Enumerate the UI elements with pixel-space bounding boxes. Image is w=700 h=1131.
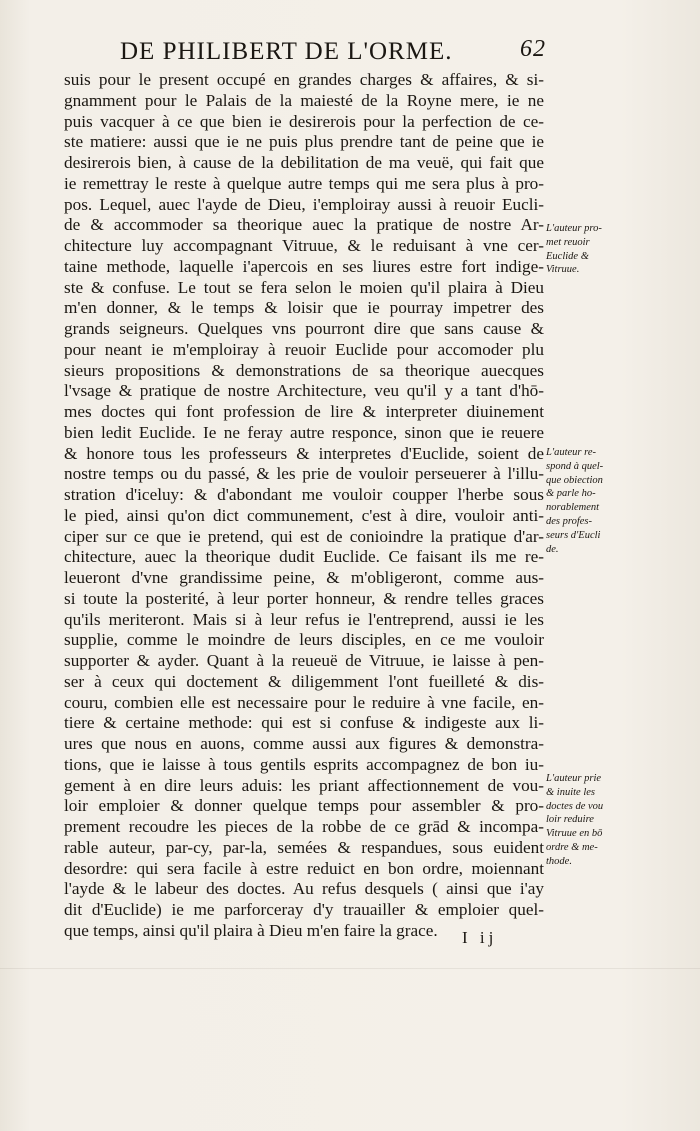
- text-line: prement recoudre les pieces de la robbe de ce grād & incompa-: [64, 817, 544, 836]
- text-line: & honore tous les professeurs & interpretes d'Euclide, soient de: [64, 443, 544, 463]
- text-line: qu'ils meriteront. Mais si à leur refus ie l'entreprend, aussi ie les: [64, 609, 544, 629]
- text-line: ciper sur ce que ie pretend, qui est de conioindre la pratique d'ar-: [64, 526, 544, 546]
- text-line: loir emploier & donner quelque temps pour assembler & pro-: [64, 796, 544, 816]
- text-line: tions, que ie laisse à tous gentils esprits accompagnez de bon iu-: [64, 754, 544, 774]
- text-line: gnamment pour le Palais de la maiesté de la Royne mere, ie ne: [64, 90, 544, 110]
- page-divider: [0, 968, 700, 969]
- marginal-note-line: loir reduire: [546, 814, 594, 826]
- marginal-note-line: des profes-: [546, 515, 592, 527]
- running-header: [120, 38, 550, 70]
- text-line: l'ayde & le labeur des doctes. Au refus desquels ( ainsi que i'ay: [64, 879, 544, 899]
- marginal-note-line: thode.: [546, 855, 572, 867]
- text-line: pos. Lequel, auec l'ayde de Dieu, i'emploiray aussi à reuoir Eucli-: [64, 194, 544, 214]
- marginal-note-line: ordre & me-: [546, 841, 598, 853]
- text-line: chitecture, auec la theorique dudit Euclide. Ce faisant ils me re-: [64, 547, 544, 567]
- text-line: rable auteur, par-cy, par-la, semées & respandues, sous euident: [64, 837, 544, 857]
- text-line: taine methode, laquelle i'apercois en ses liures estre fort indige-: [64, 256, 544, 276]
- marginal-note-line: met reuoir: [546, 236, 590, 248]
- text-line: sieurs propositions & demonstrations de sa theorique auecques: [64, 360, 544, 380]
- text-line: ser à ceux qui doctement & diligemment l'ont fueilleté & dis-: [64, 671, 544, 691]
- marginal-note-line: norablement: [546, 502, 600, 514]
- marginal-note-euclide-vitruve: [546, 222, 628, 277]
- text-line: le pied, ainsi qu'on dict communement, c'est à dire, vouloir anti-: [64, 505, 544, 525]
- text-line: ste matiere: aussi que ie ne puis plus prendre tant de peine que ie: [64, 132, 544, 152]
- main-text-block: [64, 70, 544, 942]
- text-line: couru, combien elle est necessaire pour le reduire à vne facile, en-: [64, 692, 544, 712]
- text-line: suis pour le present occupé en grandes charges & affaires, & si-: [64, 70, 544, 89]
- marginal-note-line: de.: [546, 543, 559, 555]
- marginal-note-line: Vitruue en bō: [546, 828, 603, 840]
- marginal-note-line: Euclide &: [546, 250, 589, 262]
- text-line: nostre temps ou du passé, & les prie de vouloir perseuerer à l'illu-: [64, 464, 544, 484]
- text-line: bien ledit Euclide. Ie ne feray autre responce, sinon que ie reuere: [64, 422, 544, 442]
- running-title: DE PHILIBERT DE L'ORME.: [120, 38, 453, 65]
- text-line: desordre: qui sera facile à estre reduict en bon ordre, moiennant: [64, 858, 544, 878]
- text-line: ste & confuse. Le tout se fera selon le moien qu'il plaira à Dieu: [64, 277, 544, 297]
- text-line: supporter & ayder. Quant à la reueuë de Vitruue, ie laisse à pen-: [64, 651, 544, 670]
- text-line: de & accommoder sa theorique auec la pratique de nostre Ar-: [64, 215, 544, 235]
- marginal-note-line: seurs d'Eucli: [546, 529, 601, 541]
- marginal-note-line: L'auteur prie: [546, 773, 602, 784]
- text-line: ie remettray le reste à quelque autre temps qui me sera plus à pro-: [64, 173, 544, 193]
- marginal-note-line: L'auteur re-: [546, 447, 596, 458]
- text-line: ures que nous en auons, comme aussi aux figures & demonstra-: [64, 734, 544, 753]
- marginal-note-response-objection: [546, 446, 628, 556]
- text-line: l'vsage & pratique de nostre Architecture, veu qu'il y a tant d'hō-: [64, 381, 544, 401]
- text-line: que temps, ainsi qu'il plaira à Dieu m'en faire la grace.: [64, 920, 438, 940]
- marginal-note-line: spond à quel-: [546, 460, 604, 472]
- text-line: puis vacquer à ce que bien ie desirerois pour la perfection de ce-: [64, 111, 544, 131]
- text-line: mes doctes qui font profession de lire & interpreter diuinement: [64, 402, 544, 421]
- marginal-note-line: Vitruue.: [546, 264, 580, 276]
- text-line: m'en donner, & le temps & loisir que ie pourray impetrer des: [64, 298, 544, 318]
- marginal-note-line: doctes de vou: [546, 800, 604, 812]
- text-line: tiere & certaine methode: qui est si confuse & indigeste aux li-: [64, 713, 544, 733]
- text-line: leueront d'vne grandissime peine, & m'obligeront, comme aus-: [64, 568, 544, 587]
- text-line: pour neant ie m'emploiray à reuoir Euclide pour accomoder plu: [64, 339, 544, 359]
- marginal-note-line: & parle ho-: [546, 488, 596, 500]
- text-line: grands seigneurs. Quelques vns pourront dire que sans cause &: [64, 319, 544, 338]
- text-line: gement à en dire leurs aduis: les priant affectionnement de vou-: [64, 775, 544, 795]
- text-line: desirerois bien, à cause de la debilitation de ma veuë, qui fait que: [64, 153, 544, 172]
- marginal-note-line: que obiection: [546, 474, 603, 486]
- text-line: si toute la posterité, à leur porter honneur, & rendre telles graces: [64, 588, 544, 608]
- page-number: 62: [520, 36, 546, 62]
- signature-mark: I ij: [462, 928, 498, 947]
- text-line: stration d'iceluy: & d'abondant me vouloir coupper l'herbe sous: [64, 485, 544, 504]
- text-line: supplie, comme le moindre de leurs disciples, en ce me vouloir: [64, 630, 544, 650]
- marginal-note-line: L'auteur pro-: [546, 223, 602, 234]
- text-line: dit d'Euclide) ie me parforceray d'y trauailler & emploier quel-: [64, 900, 544, 919]
- marginal-note-invite-doctes: [546, 772, 628, 869]
- text-line: chitecture luy accompagnant Vitruue, & le reduisant à vne cer-: [64, 236, 544, 255]
- marginal-note-line: & inuite les: [546, 786, 595, 798]
